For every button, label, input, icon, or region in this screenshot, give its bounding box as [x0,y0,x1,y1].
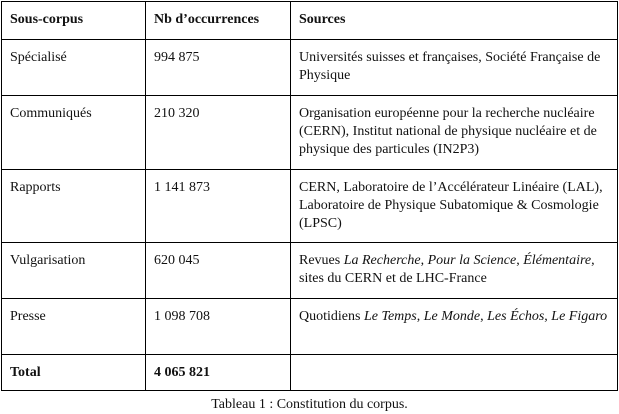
newspaper-title: Les Échos [487,309,545,324]
header-subcorpus: Sous-corpus [2,2,146,40]
journal-title: La Recherche [343,253,421,268]
cell-sources [291,243,618,299]
cell-sources [291,299,618,355]
sources-text: Quotidiens [299,309,364,324]
cell-count: 1 141 873 [146,170,291,243]
header-occurrences: Nb d’occurrences [146,2,291,40]
table-row [2,299,618,355]
sources-text: CERN, Laboratoire de l’Accélérateur Linéaire (LAL), Laboratoire de Physique Subatomique & Cosmologie (LPSC) [299,180,603,231]
table-row [2,40,618,96]
cell-subcorpus: Spécialisé [2,40,146,96]
corpus-table [1,1,618,391]
table-caption: Tableau 1 : Constitution du corpus. [211,397,408,412]
cell-count: 620 045 [146,243,291,299]
journal-title: Pour la Science [427,253,517,268]
table-row [2,243,618,299]
newspaper-title: Le Temps [363,309,417,324]
corpus-table-container [1,1,618,391]
table-total-row [2,355,618,391]
cell-total-label: Total [2,355,146,391]
sources-separator: , [416,309,424,324]
header-sources: Sources [291,2,618,40]
journal-title: Élémentaire [523,253,592,268]
sources-text: Revues [299,253,344,268]
cell-total-count: 4 065 821 [146,355,291,391]
newspaper-title: Le Figaro [551,309,608,324]
cell-subcorpus: Vulgarisation [2,243,146,299]
table-row [2,170,618,243]
sources-separator: , [480,309,488,324]
cell-count: 210 320 [146,96,291,170]
sources-text: , sites du CERN et de LHC-France [299,253,595,286]
sources-separator: , [516,253,524,268]
sources-text: Organisation européenne pour la recherche nucléaire (CERN), Institut national de physique nucléaire et de physique des particules (IN2P3) [299,106,597,157]
table-row [2,96,618,170]
cell-count: 994 875 [146,40,291,96]
cell-total-sources [291,355,618,391]
sources-text: Universités suisses et françaises, Société Française de Physique [299,50,601,83]
cell-subcorpus: Presse [2,299,146,355]
sources-separator: , [544,309,552,324]
cell-sources [291,96,618,170]
cell-subcorpus: Rapports [2,170,146,243]
newspaper-title: Le Monde [423,309,481,324]
sources-separator: , [420,253,428,268]
cell-count: 1 098 708 [146,299,291,355]
cell-subcorpus: Communiqués [2,96,146,170]
table-header-row [2,2,618,40]
cell-sources [291,40,618,96]
cell-sources [291,170,618,243]
